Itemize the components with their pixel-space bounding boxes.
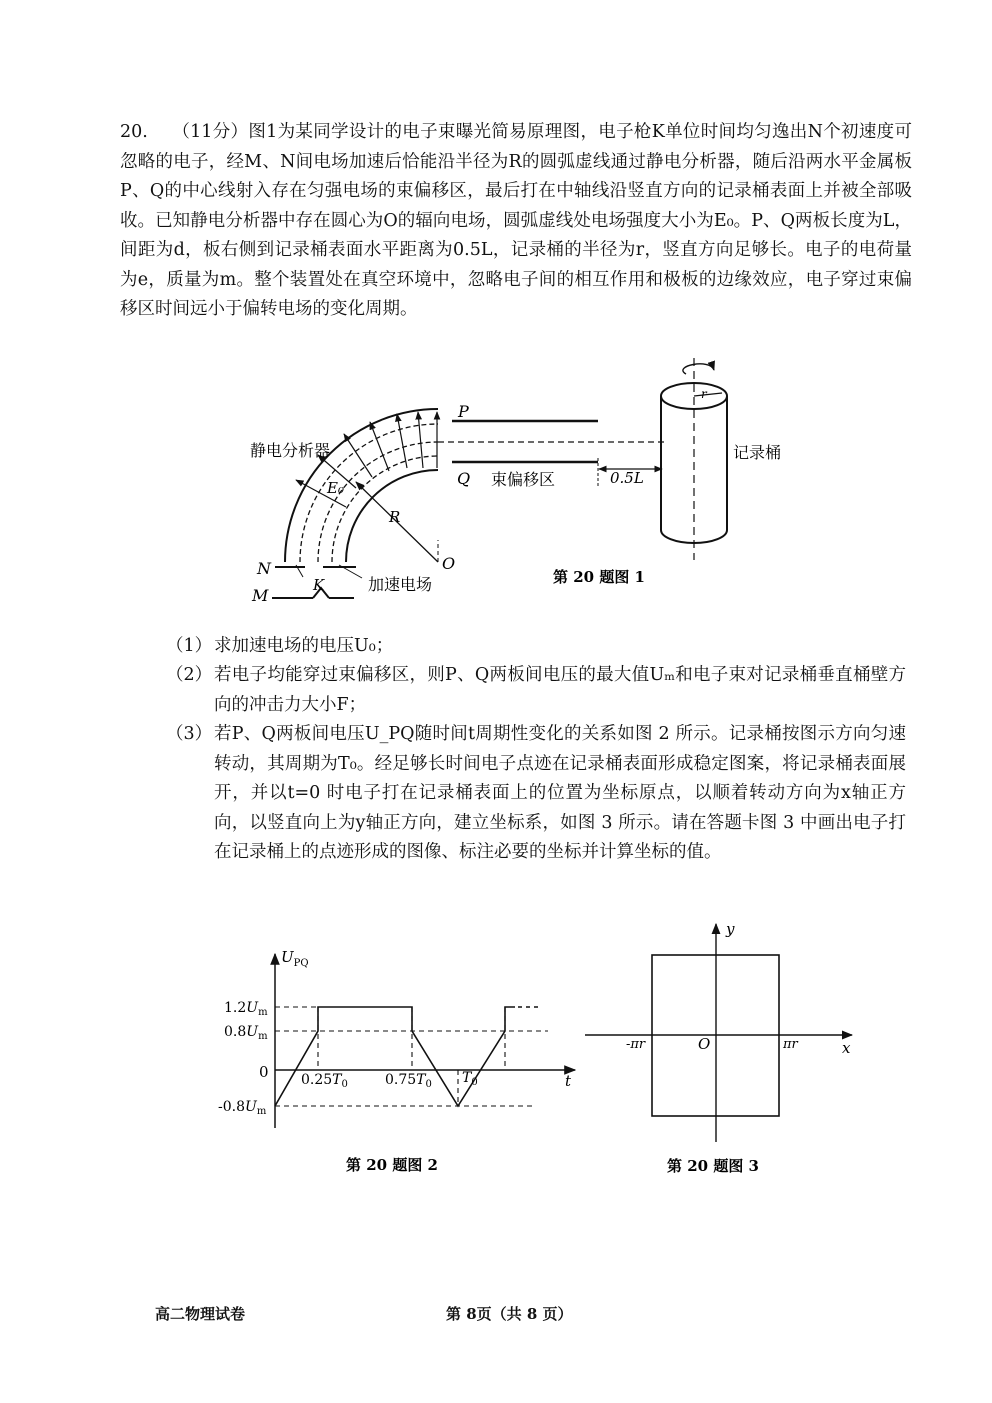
figure-2-caption: 第 20 题图 2: [346, 1156, 438, 1174]
fig2-xtick-0.75T0: $0.75T_0$: [385, 1072, 432, 1090]
fig3-y-label: y: [726, 920, 735, 938]
label-Q: Q: [457, 469, 471, 488]
figure-3-caption: 第 20 题图 3: [667, 1157, 759, 1175]
fig2-ytick-1.2Um: $1.2U_m$: [224, 1000, 268, 1018]
fig3-origin: O: [698, 1035, 711, 1053]
fig2-xtick-T0: $T_0$: [462, 1070, 478, 1088]
label-r: r: [701, 387, 707, 401]
fig3-xtick-pi-r: πr: [783, 1037, 798, 1052]
question-1-text: 求加速电场的电压U₀；: [214, 636, 394, 656]
footer-exam-name: 高二物理试卷: [155, 1305, 246, 1323]
label-deflection-zone: 束偏移区: [491, 470, 556, 489]
problem-text: 图1为某同学设计的电子束曝光简易原理图，电子枪K单位时间均匀逸出N个初速度可忽略的电子，经M、N间电场加速后恰能沿半径为R的圆弧虚线通过静电分析器，随后沿两水平金属板P、Q的中心线射入存在匀强电场的束偏移区，最后打在中轴线沿竖直方向的记录桶表面上并被全部吸收。已知静电分析器中存在圆心为O的辐向电场，圆弧虚线处电场强度大小为E₀。P、Q两板长度为L，间距为d，板右侧到记录桶表面水平距离为0.5L，记录桶的半径为r，竖直方向足够长。电子的电荷量为e，质量为m。整个装置处在真空环境中，忽略电子间的相互作用和极板的边缘效应，电子穿过束偏移区时间远小于偏转电场的变化周期。: [120, 122, 912, 319]
fig2-y-axis-label: $U_{PQ}$: [281, 948, 309, 969]
label-recorder: 记录桶: [733, 443, 782, 462]
problem-number: 20.: [120, 122, 148, 142]
problem-score: （11分）: [172, 122, 249, 142]
label-R: R: [389, 508, 401, 526]
fig3-xtick-neg-pi-r: -πr: [626, 1037, 646, 1052]
label-E0: E₀: [327, 479, 344, 497]
label-distance: 0.5L: [610, 469, 644, 487]
footer-page-number: 第 8页（共 8 页）: [446, 1305, 573, 1323]
figure-1-caption: 第 20 题图 1: [553, 568, 645, 586]
fig2-x-axis-label: t: [565, 1072, 572, 1090]
label-analyzer: 静电分析器: [250, 441, 331, 460]
question-2-number: （2）: [166, 665, 213, 685]
label-O: O: [442, 554, 456, 573]
label-accel-field: 加速电场: [368, 575, 433, 594]
question-3-text: 若P、Q两板间电压U_PQ随时间t周期性变化的关系如图 2 所示。记录桶按图示方向匀速转动，其周期为T₀。经足够长时间电子点迹在记录桶表面形成稳定图案，将记录桶表面展开，并以t=0 时电子打在记录桶表面上的位置为坐标原点，以顺着转动方向为x轴正方向，以竖直向上为y轴正方向，建立坐标系，如图 3 所示。请在答题卡图 3 中画出电子打在记录桶上的点迹形成的图像、标注必要的坐标并计算坐标的值。: [214, 724, 906, 862]
question-3-number: （3）: [166, 724, 213, 744]
fig2-ytick-neg0.8Um: $-0.8U_m$: [218, 1099, 267, 1117]
fig2-xtick-0.25T0: $0.25T_0$: [301, 1072, 348, 1090]
fig2-ytick-0.8Um: $0.8U_m$: [224, 1024, 268, 1042]
question-1-number: （1）: [166, 636, 213, 656]
label-N: N: [257, 559, 271, 578]
fig2-origin: 0: [259, 1063, 269, 1081]
fig3-x-label: x: [842, 1039, 851, 1057]
label-M: M: [252, 586, 269, 605]
question-2-text: 若电子均能穿过束偏移区，则P、Q两板间电压的最大值Uₘ和电子束对记录桶垂直桶壁方向的冲击力大小F；: [214, 665, 906, 715]
label-K: K: [313, 576, 325, 594]
label-P: P: [458, 402, 469, 421]
